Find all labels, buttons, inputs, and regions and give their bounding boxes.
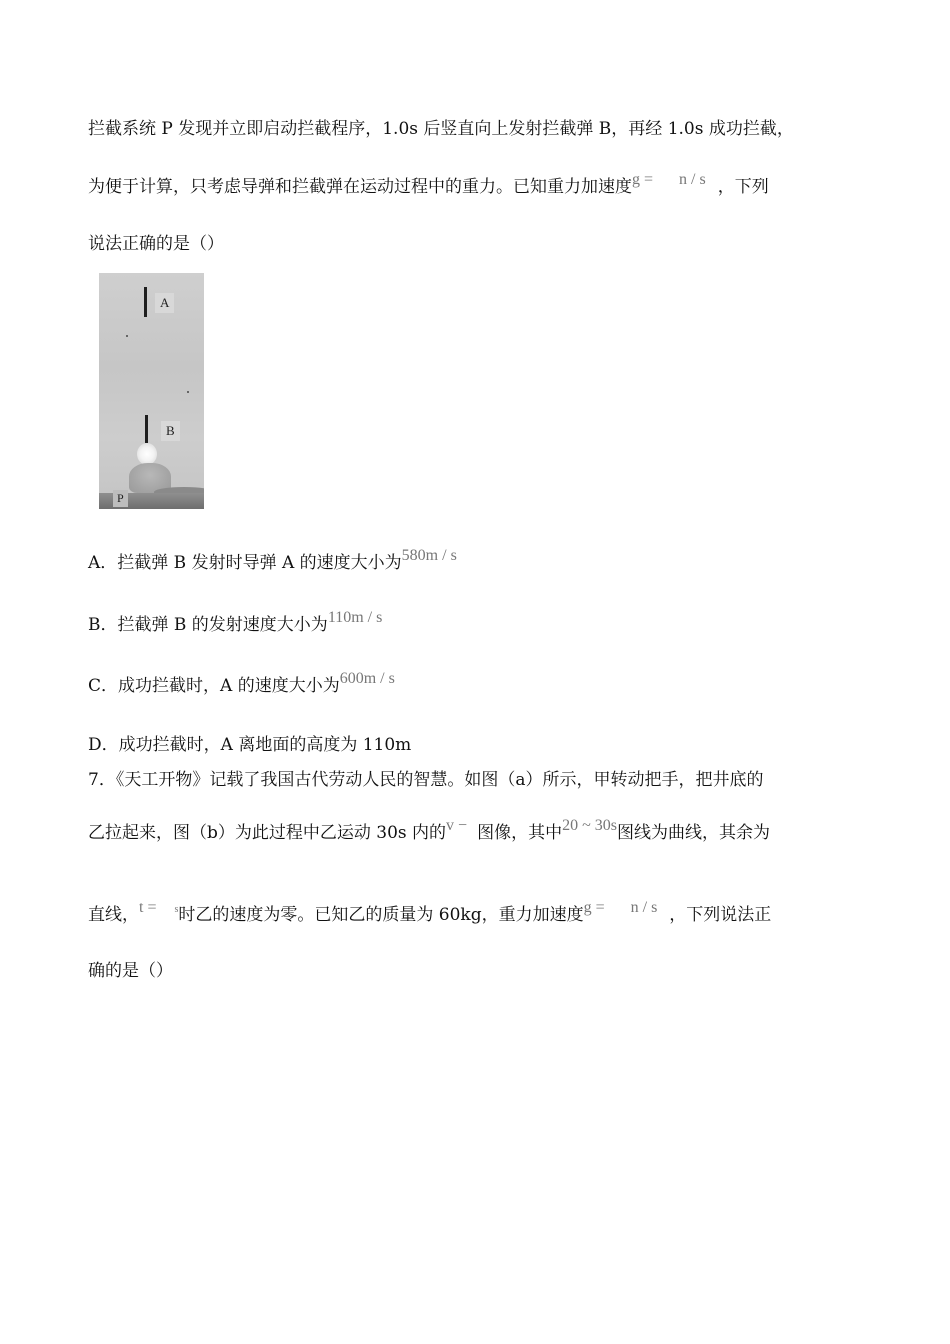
q6-option-c [88, 670, 395, 699]
q7-line-3-post: ，下列说法正 [669, 905, 772, 925]
missile-b-icon [145, 415, 148, 443]
q6-option-c-label: C． [88, 676, 119, 696]
q7-line-1-text: 7．《天工开物》记载了我国古代劳动人民的智慧。如图（a）所示，甲转动把手，把井底的 [88, 770, 764, 790]
q7-line-2-post: 图线为曲线，其余为 [616, 823, 770, 843]
q6-option-b [88, 609, 383, 638]
figure-label-b: B [161, 421, 180, 441]
q7-gravity-unit: n / s [630, 899, 658, 916]
q6-line-2 [88, 171, 769, 200]
q6-line-1 [88, 117, 794, 141]
figure-label-p: P [113, 490, 128, 507]
missile-a-icon [144, 287, 147, 317]
q6-option-b-math: 110m / s [327, 609, 383, 626]
q6-option-b-label: B． [88, 615, 118, 635]
q7-v-symbol: v − [446, 817, 468, 834]
q7-line-4 [88, 959, 173, 983]
q6-line-3 [88, 232, 224, 256]
q7-gravity-symbol: g = [583, 899, 605, 916]
speck-icon [126, 335, 128, 337]
q7-line-2-mid: 图像，其中 [477, 823, 563, 843]
q6-gravity-unit: n / s [679, 171, 706, 188]
q6-option-b-text: 拦截弹 B 的发射速度大小为 [117, 615, 328, 635]
figure-label-a: A [155, 293, 174, 313]
speck-icon [187, 391, 189, 393]
q6-line-3-text: 说法正确的是（） [88, 234, 224, 254]
q6-line-1-text: 拦截系统 P 发现并立即启动拦截程序，1.0s 后竖直向上发射拦截弹 B，再经 1.0s 成功拦截， [88, 119, 794, 139]
q7-line-3-mid: 时乙的速度为零。已知乙的质量为 60kg，重力加速度 [178, 905, 584, 925]
q6-line-2-post: ，下列 [717, 177, 769, 197]
q6-option-a-math: 580m / s [401, 547, 457, 564]
q6-option-c-text: 成功拦截时，A 的速度大小为 [118, 676, 340, 696]
q7-time-range: 20 ~ 30s [562, 817, 617, 834]
q6-option-d-label: D． [88, 735, 119, 755]
q7-line-1 [88, 768, 763, 792]
q6-gravity-symbol: g = [632, 171, 654, 188]
q7-line-3-pre: 直线， [88, 905, 139, 925]
launch-flame-icon [137, 443, 157, 465]
q7-line-3 [88, 899, 772, 930]
q7-line-4-text: 确的是（） [88, 961, 173, 981]
interception-figure [99, 273, 204, 509]
q7-t-symbol: t = [139, 899, 157, 916]
q6-option-d-text: 成功拦截时，A 离地面的高度为 110m [118, 735, 412, 755]
q7-t-unit: s [174, 904, 179, 915]
q6-option-a-text: 拦截弹 B 发射时导弹 A 的速度大小为 [117, 553, 402, 573]
q6-option-a [88, 547, 457, 576]
q6-option-d [88, 733, 411, 757]
q7-line-2 [88, 817, 770, 846]
q6-option-a-label: A． [88, 553, 118, 573]
q6-option-c-math: 600m / s [339, 670, 395, 687]
q7-line-2-pre: 乙拉起来，图（b）为此过程中乙运动 30s 内的 [88, 823, 447, 843]
q6-line-2-pre: 为便于计算，只考虑导弹和拦截弹在运动过程中的重力。已知重力加速度 [88, 177, 632, 197]
